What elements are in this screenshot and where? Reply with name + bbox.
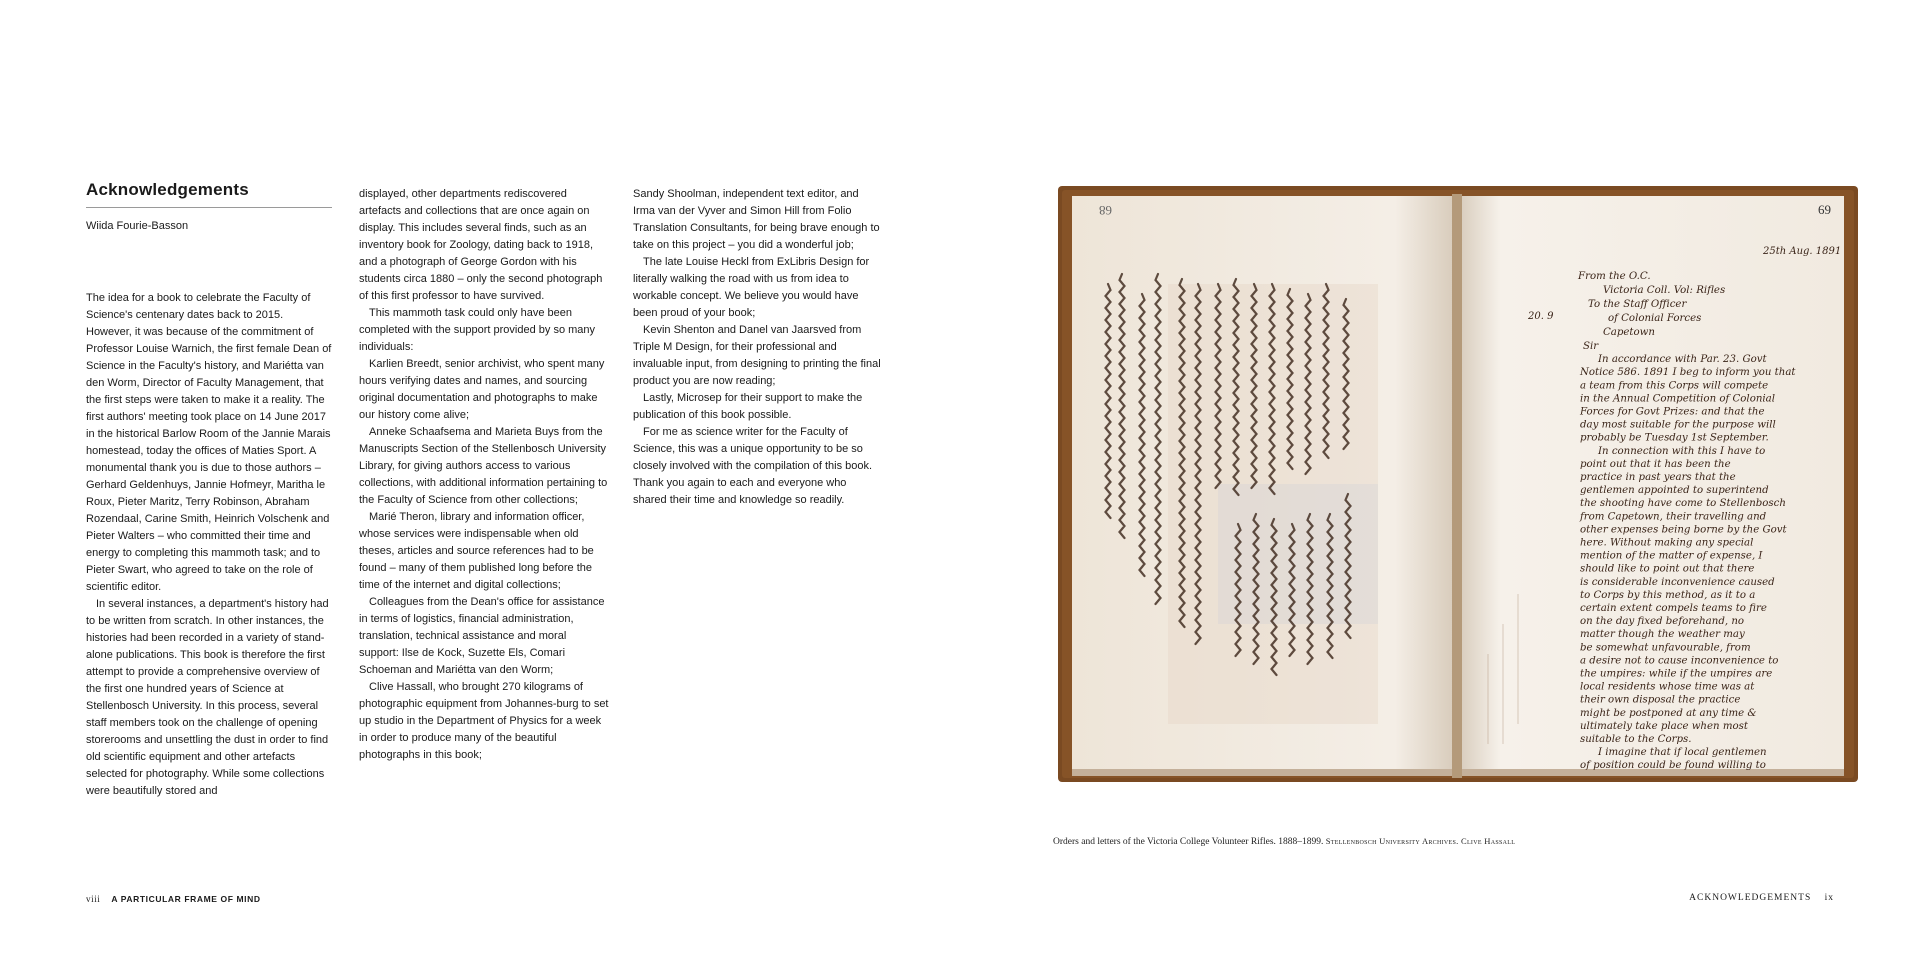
photo-caption xyxy=(1053,836,1515,847)
letter-line: local residents whose time was at xyxy=(1580,681,1755,693)
paragraph: Marié Theron, library and information officer, whose services were indispensable when old theses, articles and source references had to be found – many of them published long before the time of the internet and digital collections; xyxy=(359,511,594,591)
letter-line: from Capetown, their travelling and xyxy=(1580,511,1767,523)
letter-line: ultimately take place when most xyxy=(1580,720,1748,732)
page-footer-right xyxy=(1689,893,1834,903)
paragraph: displayed, other departments rediscovered artefacts and collections that are once again on display. This includes several finds, such as an inventory book for Zoology, dating back to 1918, and a photograph of George Gordon with his students circa 1880 – only the second photograph of this first professor to have survived. xyxy=(359,188,603,302)
letter-line: In accordance with Par. 23. Govt xyxy=(1598,354,1767,366)
letter-line: the umpires: while if the umpires are xyxy=(1580,668,1773,680)
letter-line: to Corps by this method, as it to a xyxy=(1580,589,1756,601)
letter-line: in the Annual Competition of Colonial xyxy=(1580,393,1775,405)
letter-line: In connection with this I have to xyxy=(1598,445,1766,457)
paragraph: Sandy Shoolman, independent text editor, and Irma van der Vyver and Simon Hill from Folio Translation Consultants, for being brave enough to take on this project – you did a wonderful job; xyxy=(633,188,880,251)
caption-credit: Stellenbosch University Archives. Clive Hassall xyxy=(1325,836,1516,846)
section-heading: Acknowledgements xyxy=(86,180,332,208)
letter-line: is considerable inconvenience caused xyxy=(1580,576,1775,588)
letter-line: a desire not to cause inconvenience to xyxy=(1580,655,1779,667)
letter-date: 25th Aug. 1891 xyxy=(1763,246,1842,257)
paragraph: Lastly, Microsep for their support to make the publication of this book possible. xyxy=(633,392,863,421)
letter-line: probably be Tuesday 1st September. xyxy=(1580,432,1769,444)
letter-line: on the day fixed beforehand, no xyxy=(1580,616,1745,628)
letter-line: other expenses being borne by the Govt xyxy=(1580,524,1787,536)
book-spine xyxy=(1452,194,1462,778)
letter-line: mention of the matter of expense, I xyxy=(1580,550,1763,562)
caption-text: Orders and letters of the Victoria College Volunteer Rifles. 1888–1899. xyxy=(1053,837,1324,847)
letter-line: day most suitable for the purpose will xyxy=(1580,419,1776,431)
paragraph: For me as science writer for the Faculty of Science, this was a unique opportunity to be so closely involved with the compilation of this book. Thank you again to each and everyone who shared their time and knowledge so readily. xyxy=(633,426,873,506)
paragraph: Colleagues from the Dean's office for assistance in terms of logistics, financial administration, translation, technical assistance and moral support: Ilse de Kock, Suzette Els, Comari Schoeman and Mariétta van den Worm; xyxy=(359,596,605,676)
letter-line: gentlemen appointed to superintend xyxy=(1580,485,1769,497)
running-title: A PARTICULAR FRAME OF MIND xyxy=(111,894,261,904)
paragraph: The idea for a book to celebrate the Faculty of Science's centenary dates back to 2015. However, it was because of the commitment of Professor Louise Warnich, the first female Dean of Science in the Faculty's history, and Mariétta van den Worm, Director of Faculty Management, that the first steps were taken to make it a reality. The first authors' meeting took place on 14 June 2017 in the historical Barlow Room of the Jannie Marais homestead, today the offices of Maties Sport. A monumental thank you is due to those authors – Gerhard Geldenhuys, Jannie Hofmeyr, Maritha le Roux, Pieter Maritz, Terry Robinson, Abraham Rozendaal, Carine Smith, Heinrich Volschenk and Pieter Walters – who committed their time and energy to completing this mammoth task; and to Pieter Swart, who agreed to take on the role of scientific editor. xyxy=(86,292,332,593)
letter-line: of position could be found willing to xyxy=(1580,760,1766,772)
text-column-2 xyxy=(359,186,609,764)
running-section-title: ACKNOWLEDGEMENTS xyxy=(1689,893,1812,903)
letter-line: suitable to the Corps. xyxy=(1580,734,1692,745)
open-ledger-image xyxy=(1058,184,1858,784)
paragraph: This mammoth task could only have been completed with the support provided by so many individuals: xyxy=(359,307,596,353)
text-column-1 xyxy=(86,290,332,800)
page-footer-left xyxy=(86,894,261,904)
ledger-page-number-right: 69 xyxy=(1818,202,1831,217)
paragraph: In several instances, a department's history had to be written from scratch. In other instances, the histories had been recorded in a variety of stand-alone publications. This book is therefore the first attempt to provide a comprehensive overview of the first one hundred years of Science at Stellenbosch University. In this process, several staff members took on the challenge of opening storerooms and unsettling the dust in order to find old scientific equipment and other artefacts selected for photography. While some collections were beautifully stored and xyxy=(86,598,329,797)
paragraph: Anneke Schaafsema and Marieta Buys from the Manuscripts Section of the Stellenbosch University Library, for giving authors access to various collections, with additional information pertaining to the Faculty of Science from other collections; xyxy=(359,426,608,506)
page-number: ix xyxy=(1824,893,1834,903)
letter-line: From the O.C. xyxy=(1578,271,1651,282)
paragraph: The late Louise Heckl from ExLibris Design for literally walking the road with us from idea to workable concept. We believe you would have been proud of your book; xyxy=(633,256,870,319)
letter-line: should like to point out that there xyxy=(1580,563,1755,575)
letter-line: Victoria Coll. Vol: Rifles xyxy=(1603,285,1726,296)
letter-line: their own disposal the practice xyxy=(1580,694,1741,706)
author-name: Wiida Fourie-Basson xyxy=(86,220,189,232)
letter-line: point out that it has been the xyxy=(1580,458,1731,470)
text-column-3 xyxy=(633,186,883,509)
paragraph: Kevin Shenton and Danel van Jaarsved from Triple M Design, for their professional and invaluable input, from designing to printing the final product you are now reading; xyxy=(633,324,881,387)
letter-line: Forces for Govt Prizes: and that the xyxy=(1580,406,1765,418)
letter-line: practice in past years that the xyxy=(1580,472,1736,483)
letter-line: a team from this Corps will compete xyxy=(1580,380,1769,392)
letter-line: of Colonial Forces xyxy=(1608,313,1702,324)
paragraph: Clive Hassall, who brought 270 kilograms of photographic equipment from Johannes-burg to set up studio in the Department of Physics for a week in order to produce many of the beautiful photographs in this book; xyxy=(359,681,609,761)
ledger-photo xyxy=(1058,184,1858,784)
letter-margin-note: 20. 9 xyxy=(1528,311,1554,322)
letter-line: Sir xyxy=(1583,341,1599,352)
letter-line: Capetown xyxy=(1603,327,1655,338)
paragraph: Karlien Breedt, senior archivist, who spent many hours verifying dates and names, and sourcing original documentation and photographs to make our history come alive; xyxy=(359,358,605,421)
letter-line: here. Without making any special xyxy=(1580,537,1754,549)
page-number: viii xyxy=(86,894,101,904)
letter-line: the shooting have come to Stellenbosch xyxy=(1580,498,1786,510)
letter-line: matter though the weather may xyxy=(1580,629,1745,641)
letter-line: certain extent compels teams to fire xyxy=(1580,603,1767,614)
letter-line: Notice 586. 1891 I beg to inform you that xyxy=(1580,367,1796,379)
ledger-page-number-left: 68 xyxy=(1099,203,1112,218)
right-page xyxy=(960,0,1920,960)
letter-line: I imagine that if local gentlemen xyxy=(1598,747,1767,759)
letter-line: might be postponed at any time & xyxy=(1580,707,1757,719)
letter-line: To the Staff Officer xyxy=(1588,299,1687,310)
letter-line: be somewhat unfavourable, from xyxy=(1580,642,1751,654)
